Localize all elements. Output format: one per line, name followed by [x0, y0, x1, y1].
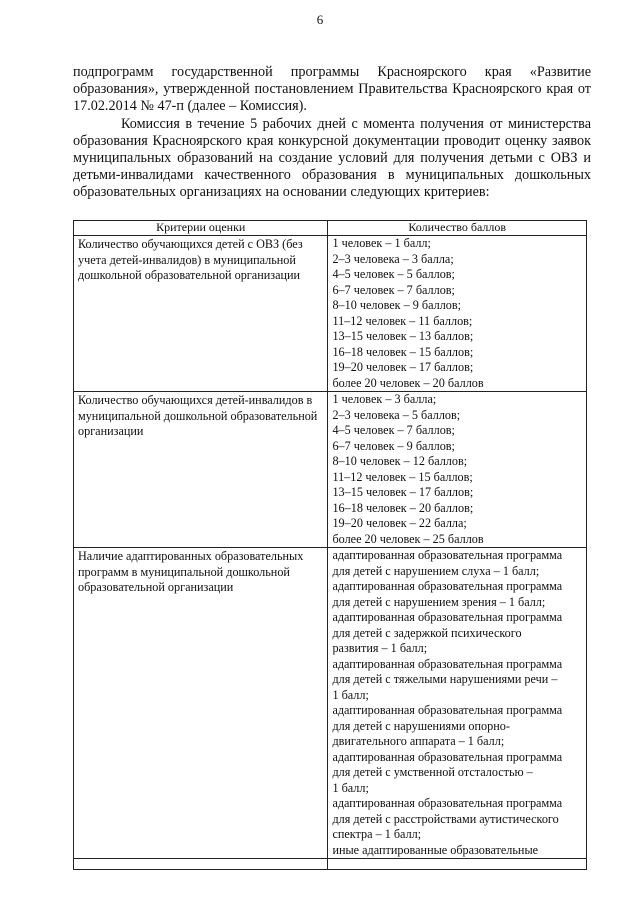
header-criteria: Критерии оценки: [74, 221, 328, 236]
criterion-cell: [74, 236, 328, 392]
score-line: 19–20 человек – 22 балла;: [332, 516, 467, 530]
table-row: [74, 548, 587, 859]
score-line: для детей с задержкой психического: [332, 625, 522, 640]
score-cell-continued: [328, 859, 587, 870]
score-line: для детей с умственной отсталостью –: [332, 765, 533, 779]
score-cell: [328, 392, 587, 548]
score-line: 16–18 человек – 20 баллов;: [332, 500, 474, 515]
score-line: 11–12 человек – 11 баллов;: [332, 313, 473, 328]
header-scores: Количество баллов: [328, 221, 587, 236]
table-row: [74, 236, 587, 392]
score-line: 1 человек – 1 балл;: [332, 236, 431, 250]
criterion-cell-continued: [74, 859, 328, 870]
score-line: спектра – 1 балл;: [332, 827, 422, 841]
score-line: 19–20 человек – 17 баллов;: [332, 360, 474, 374]
score-line: более 20 человек – 25 баллов: [332, 531, 484, 546]
score-line: для детей с тяжелыми нарушениями речи –: [332, 672, 558, 686]
score-line: 2–3 человека – 3 балла;: [332, 251, 454, 266]
score-line: более 20 человек – 20 баллов: [332, 375, 484, 390]
criterion-cell: [74, 392, 328, 548]
criterion-text: Наличие адаптированных образовательных программ в муниципальной дошкольной образовательной организации: [78, 549, 304, 594]
score-line: 1 балл;: [332, 780, 369, 795]
score-cell: [328, 548, 587, 859]
score-line: адаптированная образовательная программа: [332, 749, 563, 764]
score-line: 11–12 человек – 15 баллов;: [332, 469, 473, 484]
score-line: адаптированная образовательная программа: [332, 579, 563, 593]
criteria-table: [73, 220, 587, 870]
score-line: адаптированная образовательная программа: [332, 703, 563, 717]
criterion-cell: [74, 548, 328, 859]
score-cell: [328, 236, 587, 392]
intro-paragraph: подпрограмм государственной программы Красноярского края «Развитие образования», утвержденной постановлением Правительства Красноярского края от 17.02.2014 № 47-п (далее – Комиссия).: [73, 64, 591, 114]
score-line: 13–15 человек – 17 баллов;: [332, 485, 474, 499]
score-line: 8–10 человек – 12 баллов;: [332, 454, 468, 468]
score-line: для детей с нарушением слуха – 1 балл;: [332, 563, 540, 578]
score-line: 4–5 человек – 5 баллов;: [332, 267, 455, 281]
score-line: иные адаптированные образовательные: [332, 842, 539, 857]
score-line: для детей с расстройствами аутистического: [332, 811, 559, 826]
table-row: [74, 392, 587, 548]
score-line: 1 человек – 3 балла;: [332, 392, 437, 406]
criterion-text: Количество обучающихся детей-инвалидов в муниципальной дошкольной образовательной организации: [78, 393, 318, 438]
score-line: адаптированная образовательная программа: [332, 548, 563, 562]
score-line: двигательного аппарата – 1 балл;: [332, 734, 505, 748]
score-line: 6–7 человек – 7 баллов;: [332, 282, 455, 297]
score-line: 2–3 человека – 5 баллов;: [332, 407, 461, 422]
table-header-row: [74, 221, 587, 236]
score-line: для детей с нарушением зрения – 1 балл;: [332, 594, 546, 609]
score-line: 13–15 человек – 13 баллов;: [332, 329, 474, 343]
score-line: 8–10 человек – 9 баллов;: [332, 298, 462, 312]
score-line: 16–18 человек – 15 баллов;: [332, 344, 474, 359]
page-number: 6: [316, 12, 324, 27]
score-line: развития – 1 балл;: [332, 641, 428, 655]
score-line: адаптированная образовательная программа: [332, 656, 563, 671]
score-line: 1 балл;: [332, 687, 369, 702]
score-line: 4–5 человек – 7 баллов;: [332, 423, 455, 437]
score-line: 6–7 человек – 9 баллов;: [332, 438, 455, 453]
table-continuation-row: [74, 859, 587, 870]
score-line: для детей с нарушениями опорно-: [332, 718, 510, 733]
criteria-paragraph: Комиссия в течение 5 рабочих дней с момента получения от министерства образования Красноярского края конкурсной документации проводит оценку заявок муниципальных образований на создание условий для получения детьми с ОВЗ и детьми-инвалидами качественного образования в муниципальных дошкольных образовательных организациях на основании следующих критериев:: [73, 116, 591, 200]
score-line: адаптированная образовательная программа: [332, 610, 563, 624]
score-line: адаптированная образовательная программа: [332, 796, 563, 810]
criterion-text: Количество обучающихся детей с ОВЗ (без учета детей-инвалидов) в муниципальной дошкольной образовательной организации: [78, 237, 303, 282]
